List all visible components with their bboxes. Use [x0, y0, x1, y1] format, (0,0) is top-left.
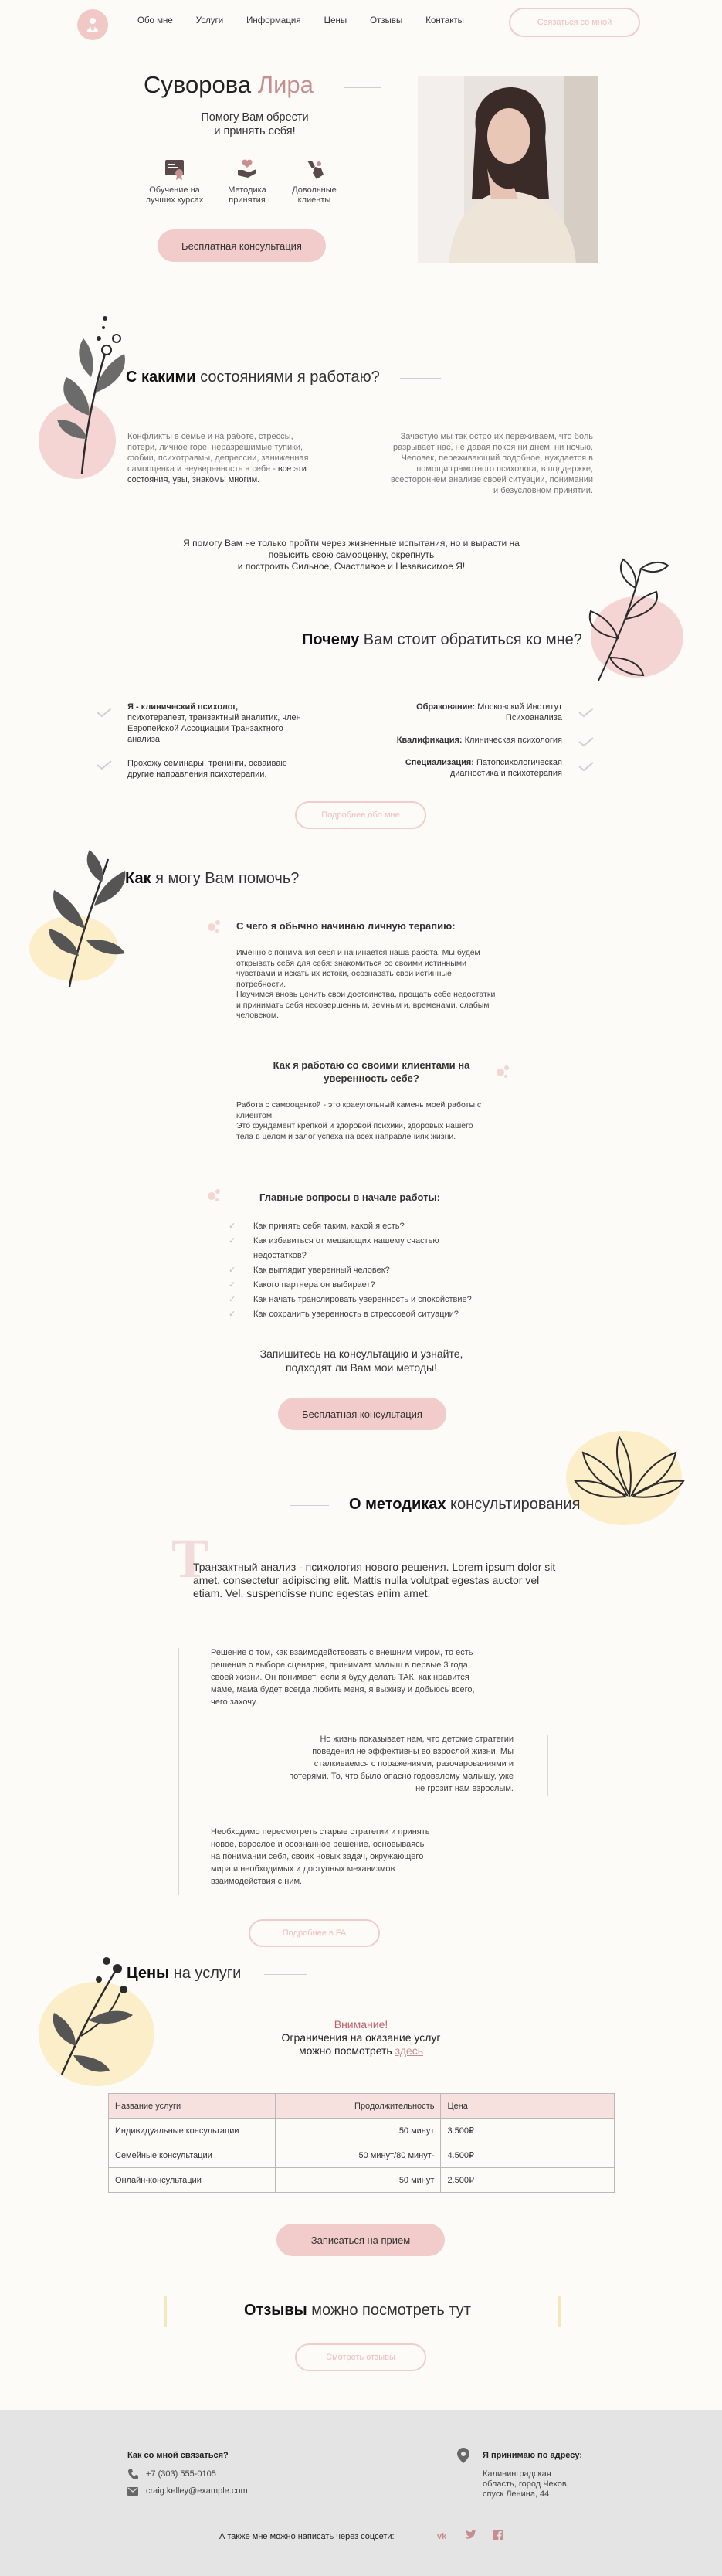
reviews-title: Отзывы можно посмотреть тут	[244, 2302, 471, 2319]
free-consultation-button-2[interactable]: Бесплатная консультация	[278, 1398, 446, 1430]
feature-method: Методика принятия	[214, 158, 280, 206]
main-nav	[137, 16, 487, 25]
footer-phone[interactable]: +7 (303) 555-0105	[127, 2469, 216, 2479]
portrait-image	[418, 76, 598, 263]
vk-icon[interactable]	[437, 2530, 449, 2540]
check-icon	[578, 736, 595, 747]
hands-icon	[303, 158, 326, 181]
feature-clients: Довольные клиенты	[281, 158, 347, 206]
why-title: Почему Вам стоит обратиться ко мне?	[302, 631, 582, 648]
phone-icon	[127, 2469, 138, 2479]
check-icon	[578, 761, 595, 772]
divider	[290, 1505, 329, 1506]
logo-icon	[83, 15, 103, 35]
lotus-leaves-icon	[571, 1433, 687, 1503]
divider	[264, 1974, 307, 1975]
table-cell: 50 минут/80 минут-	[275, 2143, 441, 2168]
list-item: ✓ Как начать транслировать уверенность и спокойствие?	[229, 1295, 472, 1304]
view-reviews-button[interactable]: Смотреть отзывы	[295, 2343, 426, 2371]
footer-address: Калининградская область, город Чехов, спуск Ленина, 44	[483, 2469, 569, 2499]
prices-title: Цены на услуги	[127, 1965, 242, 1982]
divider	[400, 378, 441, 379]
why-specialization: Специализация: Патопсихологическая диагностика и психотерапия	[405, 758, 562, 778]
methods-p2: Но жизнь показывает нам, что детские стратегии поведения не эффективны во взрослой жизни. Мы сталкиваемся с поражениями, разочарованиями и потерями. То, что было опасно годовалому малышу, уже не грозит нам взрослым.	[289, 1735, 514, 1793]
quote-line	[547, 1735, 548, 1796]
table-cell: Онлайн-консультации	[109, 2168, 276, 2193]
help-q3: Главные вопросы в начале работы:	[259, 1191, 440, 1203]
hero-name: Суворова Лира	[144, 71, 314, 98]
table-cell: 50 минут	[275, 2168, 441, 2193]
check-icon	[96, 707, 113, 718]
help-title: Как я могу Вам помочь?	[125, 870, 300, 887]
help-q1: С чего я обычно начинаю личную терапию:	[236, 920, 456, 932]
column-header: Название услуги	[109, 2094, 276, 2119]
methods-p3: Необходимо пересмотреть старые стратегии и принять новое, взрослое и осознанное решение, основываясь на понимании себя, своих новых задач, окружающего мира и необходимых и доступных механизмов взаимодействия с ним.	[211, 1827, 430, 1886]
table-row	[109, 2119, 615, 2143]
portrait-photo	[418, 76, 598, 263]
social-links	[437, 2530, 503, 2540]
feature-courses: Обучение на лучших курсах	[141, 158, 208, 206]
more-about-me-button[interactable]: Подробнее обо мне	[295, 801, 426, 829]
footer-email[interactable]: craig.kelley@example.com	[127, 2486, 248, 2496]
list-item: ✓ Как избавиться от мешающих нашему счастью недостатков?	[229, 1236, 439, 1260]
nav-about[interactable]: Обо мне	[137, 16, 173, 25]
states-right-text: Зачастую мы так остро их переживаем, что боль разрывает нас, не давая покоя ни днем, ни ночью. Человек, переживающий подобное, нуждается в помощи грамотного психолога, в поддержке, всестороннем анализе своей ситуации, понимании и безусловном принятии.	[391, 432, 593, 495]
why-qualification: Квалификация: Клиническая психология	[396, 736, 562, 745]
table-header-row	[109, 2094, 615, 2119]
help-p2: Работа с самооценкой - это краеугольный камень моей работы с клиентом. Это фундамент крепкой и здоровой психики, здоровых нашего тела в целом и залог успеха на всех направлениях жизни.	[236, 1100, 482, 1141]
list-item: ✓ Как выглядит уверенный человек?	[229, 1266, 390, 1275]
list-item: ✓ Как принять себя таким, какой я есть?	[229, 1222, 405, 1231]
dots-decor-icon	[494, 1063, 511, 1080]
quote-line	[178, 1648, 179, 1895]
help-cta-text: Запишитесь на консультацию и узнайте, подходят ли Вам мои методы!	[259, 1347, 463, 1374]
restrictions-link[interactable]: здесь	[395, 2044, 423, 2057]
table-cell: 3.500₽	[441, 2119, 615, 2143]
leaf-branch-icon	[39, 844, 154, 991]
states-title: С какими состояниями я работаю?	[126, 369, 380, 386]
dots-decor-icon	[205, 1187, 222, 1204]
check-icon	[96, 760, 113, 770]
branch-decor-icon	[575, 545, 676, 685]
help-q2: Как я работаю со своими клиентами на уверенность себе?	[273, 1059, 470, 1084]
footer-contact-title: Как со мной связаться?	[127, 2451, 229, 2460]
states-left-text: Конфликты в семье и на работе, стрессы, потери, личное горе, неразрешимые тупики, фобии, психотравмы, депрессии, заниженная самооценка и неуверенность в себе - все эти состояния, увы, знакомы многим.	[127, 432, 309, 484]
nav-services[interactable]: Услуги	[195, 16, 224, 25]
footer-address-title: Я принимаю по адресу:	[483, 2451, 583, 2460]
free-consultation-button[interactable]: Бесплатная консультация	[158, 229, 326, 262]
list-item: ✓ Как сохранить уверенность в стрессовой ситуации?	[229, 1310, 459, 1319]
footer	[0, 2410, 722, 2576]
why-left-2: Прохожу семинары, тренинги, оcваиваю другие направления психотерапии.	[127, 759, 287, 779]
column-header: Цена	[441, 2094, 615, 2119]
logo[interactable]	[77, 9, 108, 40]
hand-heart-icon	[236, 158, 259, 181]
certificate-icon	[163, 158, 186, 181]
book-appointment-button[interactable]: Записаться на прием	[276, 2224, 445, 2256]
column-header: Продолжительность	[275, 2094, 441, 2119]
nav-prices[interactable]: Цены	[324, 16, 347, 25]
methods-p1: Решение о том, как взаимодействовать с внешним миром, то есть решение о выборе сценария, принимает малыш в первые 3 года своей жизни. Он понимает: если я буду делать ТАК, как нравится маме, мама будет всегда любить меня, я выживу и добьюсь всего, чего захочу.	[211, 1648, 475, 1707]
mail-icon	[127, 2487, 138, 2496]
list-item: ✓ Какого партнера он выбирает?	[229, 1280, 375, 1290]
methods-title: О методиках консультирования	[349, 1496, 581, 1513]
table-cell: 50 минут	[275, 2119, 441, 2143]
decor-bar	[164, 2296, 167, 2327]
contact-button[interactable]: Связаться со мной	[509, 8, 640, 37]
nav-contacts[interactable]: Контакты	[425, 16, 464, 25]
why-education: Образование: Московский Институт Психоанализа	[416, 702, 562, 722]
why-left-1: Я - клинический психолог, психотерапевт, транзактный аналитик, член Европейской Ассоциации Транзактного анализа.	[127, 702, 301, 744]
prices-note: Внимание! Ограничения на оказание услуг можно посмотреть здесь	[281, 2018, 441, 2057]
table-row	[109, 2143, 615, 2168]
facebook-icon[interactable]	[493, 2530, 503, 2540]
footer-social-text: А также мне можно написать через соцсети:	[219, 2532, 395, 2541]
states-summary: Я помогу Вам не только пройти через жизненные испытания, но и вырасти на повысить свою самооценку, окрепнуть и построить Сильное, Счастливое и Независимое Я!	[183, 538, 520, 572]
table-row	[109, 2168, 615, 2193]
location-pin-icon	[457, 2448, 469, 2463]
dots-decor-icon	[205, 918, 222, 935]
methods-lead: Транзактный анализ - психология нового решения. Lorem ipsum dolor sit amet, consectetur adipiscing elit. Mattis nulla volutpat egestas auctor vel etiam. Vel, suspendisse nunc egestas enim amet.	[193, 1561, 556, 1599]
table-cell: 2.500₽	[441, 2168, 615, 2193]
nav-info[interactable]: Информация	[246, 16, 301, 25]
svg-text:vk: vk	[437, 2532, 447, 2540]
nav-reviews[interactable]: Отзывы	[370, 16, 403, 25]
help-p1: Именно с понимания себя и начинается наша работа. Мы будем открывать себя для себя: знакомиться со своими истинными чувствами и искать их истоки, осознавать свои истинные потребности. Научимся вновь ценить свои достоинства, прощать себе недостатки и принимать себя несовершенным, земным и, временами, слабым человеком.	[236, 948, 496, 1020]
twitter-icon[interactable]	[465, 2530, 477, 2540]
table-cell: Семейные консультации	[109, 2143, 276, 2168]
help-question-list	[229, 1219, 522, 1322]
hero-subtitle: Помогу Вам обрести и принять себя!	[201, 111, 309, 138]
decor-bar	[558, 2296, 561, 2327]
check-icon	[578, 707, 595, 718]
table-cell: Индивидуальные консультации	[109, 2119, 276, 2143]
drop-letter: Т	[171, 1528, 209, 1589]
prices-table	[108, 2093, 615, 2193]
faq-button[interactable]: Подробнее в FA	[249, 1919, 380, 1947]
table-cell: 4.500₽	[441, 2143, 615, 2168]
divider	[344, 87, 381, 88]
